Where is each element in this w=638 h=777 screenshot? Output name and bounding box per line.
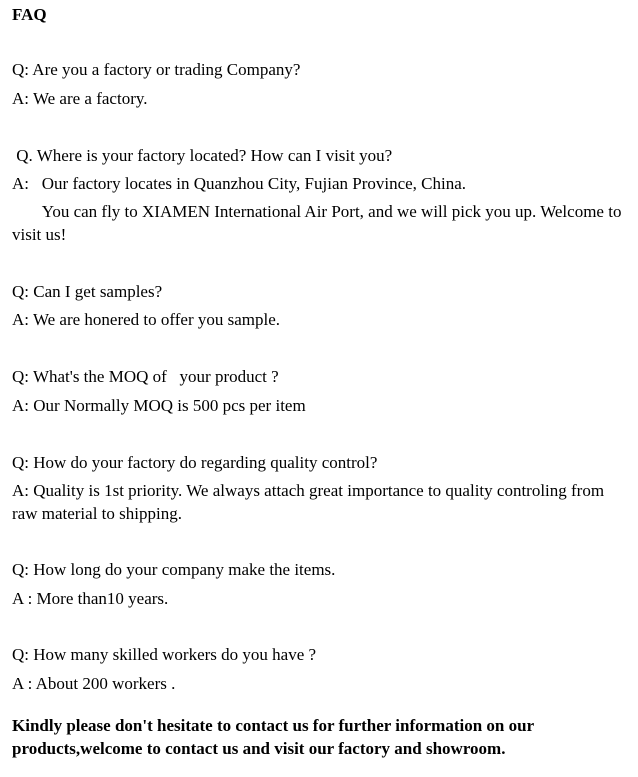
page-title: FAQ xyxy=(12,5,47,24)
answer-3: A: We are honered to offer you sample. xyxy=(12,310,281,329)
answer-5: A: Quality is 1st priority. We always attach great importance to quality controling from raw material to shipping. xyxy=(12,481,605,523)
question-6: Q: How long do your company make the items. xyxy=(12,560,336,579)
question-1: Q: Are you a factory or trading Company? xyxy=(12,60,301,79)
answer-4: A: Our Normally MOQ is 500 pcs per item xyxy=(12,396,306,415)
question-7: Q: How many skilled workers do you have ? xyxy=(12,645,317,664)
question-2: Q. Where is your factory located? How can I visit you? xyxy=(12,146,393,165)
question-4: Q: What's the MOQ of your product ? xyxy=(12,367,279,386)
answer-2-continued: You can fly to XIAMEN International Air Port, and we will pick you up. Welcome to visit us! xyxy=(12,202,626,244)
answer-2: A: Our factory locates in Quanzhou City, Fujian Province, China. xyxy=(12,174,467,193)
answer-1: A: We are a factory. xyxy=(12,89,148,108)
question-3: Q: Can I get samples? xyxy=(12,282,163,301)
question-5: Q: How do your factory do regarding quality control? xyxy=(12,453,378,472)
answer-6: A : More than10 years. xyxy=(12,589,169,608)
closing-note: Kindly please don't hesitate to contact us for further information on our products,welcome to contact us and visit our factory and showroom. xyxy=(12,716,534,758)
answer-7: A : About 200 workers . xyxy=(12,674,176,693)
